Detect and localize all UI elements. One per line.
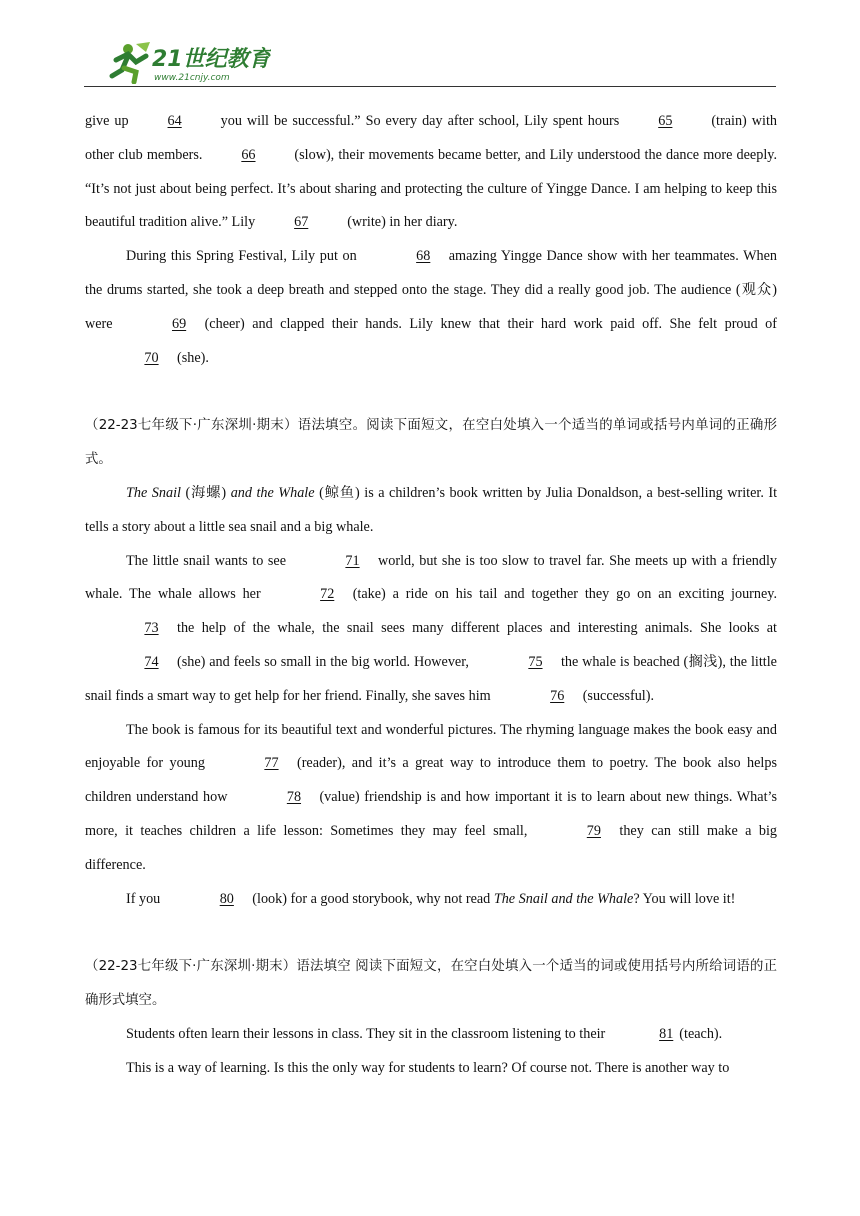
svg-text:21世纪教育: 21世纪教育 <box>152 47 271 72</box>
question-source: （22-23七年级下·广东深圳·期末）语法填空 阅读下面短文，在空白处填入一个适当的词或使用括号内所给词语的正确形式填空。 <box>85 959 777 1009</box>
header-divider <box>84 86 776 87</box>
blank-79: 79 <box>586 822 601 839</box>
page-header <box>0 0 860 90</box>
runner-logo-icon <box>106 40 271 84</box>
blank-81: 81 <box>659 1025 674 1042</box>
blank-65: 65 <box>658 113 673 129</box>
paragraph: Students often learn their lessons in class. They sit in the classroom listening to their 81 (teach). <box>85 1018 777 1052</box>
blank-80: 80 <box>219 890 234 907</box>
blank-78: 78 <box>286 789 302 806</box>
blank-74: 74 <box>144 653 159 670</box>
logo <box>106 40 271 84</box>
question-source: （22-23七年级下·广东深圳·期末）语法填空。阅读下面短文，在空白处填入一个适当的单词或括号内单词的正确形式。 <box>85 418 777 468</box>
blank-75: 75 <box>528 653 543 670</box>
blank-69: 69 <box>171 315 187 332</box>
paragraph: If you 80 (look) for a good storybook, why not read The Snail and the Whale? You will love it! <box>85 883 777 917</box>
paragraph: give up 64 you will be successful.” So every day after school, Lily spent hours 65 (train) with other club members. 66 (slow), their movements became better, and Lily understood the dance more deeply. “It’s not just about being perfect. It’s about sharing and protecting the culture of Yingge Dance. I am helping to keep this beautiful tradition alive.” Lily 67 (write) in her diary. <box>85 105 777 240</box>
blank-66: 66 <box>241 146 256 163</box>
blank-68: 68 <box>416 248 431 265</box>
paragraph: The book is famous for its beautiful text and wonderful pictures. The rhyming language makes the book easy and enjoyable for young 77 (reader), and it’s a great way to introduce them to poetry. The book also helps children understand how 78 (value) friendship is and how important it is to learn about new things. What’s more, it teaches children a life lesson: Sometimes they may feel small, 79 they can still make a big difference. <box>85 721 777 873</box>
paragraph: During this Spring Festival, Lily put on 68 amazing Yingge Dance show with her teammates. When the drums started, she took a deep breath and stepped onto the stage. They did a really good job. The audience (观众) were 69 (cheer) and clapped their hands. Lily knew that their hard work paid off. She felt proud of70 (she). <box>85 240 777 375</box>
blank-64: 64 <box>167 113 182 129</box>
blank-72: 72 <box>320 586 335 603</box>
paragraph: This is a way of learning. Is this the only way for students to learn? Of course not. There is another way to <box>126 1059 730 1076</box>
blank-76: 76 <box>550 687 565 704</box>
paragraph: The Snail (海螺) and the Whale (鲸鱼) is a children’s book written by Julia Donaldson, a best-selling writer. It tells a story about a little sea snail and a big whale. <box>85 484 778 535</box>
blank-73: 73 <box>144 620 159 637</box>
svg-text:www.21cnjy.com: www.21cnjy.com <box>154 73 230 83</box>
blank-77: 77 <box>264 755 279 772</box>
blank-70: 70 <box>144 349 159 366</box>
paragraph: The little snail wants to see 71 world, but she is too slow to travel far. She meets up with a friendly whale. The whale allows her 72 (take) a ride on his tail and together they go on an exciting journey.73 the help of the whale, the snail sees many different places and interesting animals. She looks at74 (she) and feels so small in the big world. However, 75 the whale is beached (搁浅), the little snail finds a smart way to get help for her friend. Finally, she saves him 76 (successful). <box>85 545 777 714</box>
blank-71: 71 <box>345 552 360 569</box>
blank-67: 67 <box>294 214 309 231</box>
document-body <box>85 105 777 1086</box>
